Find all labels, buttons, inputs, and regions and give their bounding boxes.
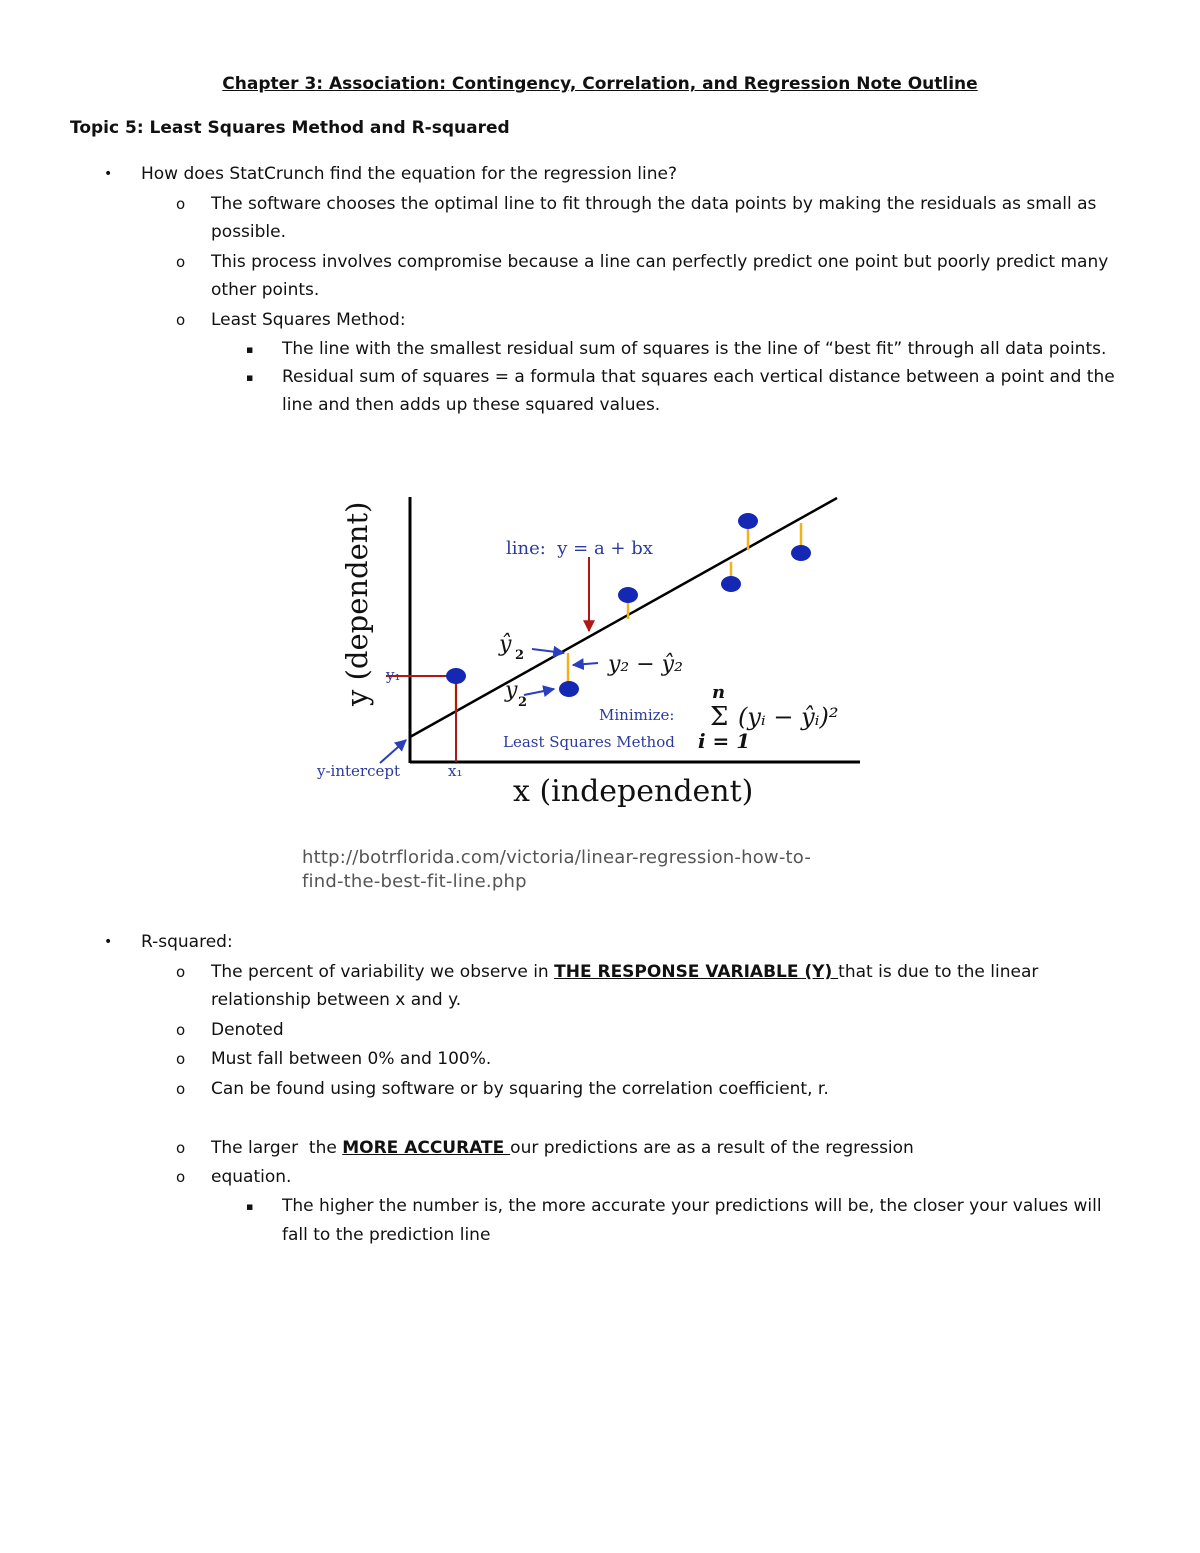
source-url[interactable]	[302, 846, 902, 894]
equation-text: equation.	[211, 1167, 292, 1187]
data-point	[559, 681, 579, 697]
bullet-square: ▪	[246, 371, 254, 384]
correlation-text: Can be found using software or by squaring the correlation coefficient, r.	[211, 1079, 829, 1099]
x1-label: x₁	[448, 762, 463, 780]
r-squared-heading: R-squared:	[141, 932, 233, 952]
bullet-square: ▪	[246, 343, 254, 356]
bullet-o: o	[176, 1139, 186, 1157]
data-point	[446, 668, 466, 684]
page-title: Chapter 3: Association: Contingency, Correlation, and Regression Note Outline	[222, 74, 978, 94]
rss-text: Residual sum of squares = a formula that squares each vertical distance between a point and the	[282, 367, 1115, 387]
data-point	[791, 545, 811, 561]
source-url-line2: find-the-best-fit-line.php	[302, 871, 527, 892]
accuracy-pre: The larger the	[211, 1138, 343, 1158]
y-axis-label: y (dependent)	[340, 501, 374, 706]
bullet-dot: •	[104, 934, 113, 950]
data-point	[738, 513, 758, 529]
sum-lower-limit: i = 1	[698, 729, 751, 753]
optimal-line-text: The software chooses the optimal line to fit through the data points by making the residuals as small as	[211, 194, 1097, 214]
bullet-o: o	[176, 195, 186, 213]
y2-arrow	[524, 689, 554, 695]
residual-label: y₂ − ŷ₂	[608, 652, 683, 677]
y1-label: y₁	[386, 666, 401, 684]
compromise-text: This process involves compromise because a line can perfectly predict one point but poorly predict many	[211, 252, 1109, 272]
bullet-dot: •	[104, 166, 113, 182]
line-equation-label: line: y = a + bx	[506, 538, 653, 559]
variability-pre: The percent of variability we observe in	[211, 962, 555, 982]
y2-sub: 2	[518, 695, 528, 710]
y-intercept-label: y-intercept	[317, 762, 400, 780]
variability-text-cont: relationship between x and y.	[211, 990, 462, 1010]
question-statcrunch: How does StatCrunch find the equation for the regression line?	[141, 164, 678, 184]
compromise-text-cont: other points.	[211, 280, 320, 300]
bullet-o: o	[176, 1168, 186, 1186]
yhat-arrow	[532, 649, 564, 653]
variability-text	[211, 958, 1131, 986]
sigma-symbol: Σ	[710, 702, 729, 732]
bullet-o: o	[176, 253, 186, 271]
range-text: Must fall between 0% and 100%.	[211, 1049, 492, 1069]
variability-post: that is due to the linear	[838, 962, 1039, 982]
bullet-o: o	[176, 963, 186, 981]
source-url-line1: http://botrflorida.com/victoria/linear-regression-how-to-	[302, 847, 812, 868]
best-fit-text: The line with the smallest residual sum of squares is the line of “best fit” through all data points.	[282, 339, 1107, 359]
data-point	[721, 576, 741, 592]
intercept-arrow	[380, 740, 406, 763]
accuracy-post: our predictions are as a result of the regression	[510, 1138, 914, 1158]
bullet-o: o	[176, 311, 186, 329]
minimize-label: Minimize:	[599, 706, 675, 724]
response-variable-emph: THE RESPONSE VARIABLE (Y)	[554, 962, 839, 982]
topic-heading: Topic 5: Least Squares Method and R-squared	[70, 118, 510, 138]
yhat2-sub: 2	[515, 648, 525, 663]
data-point	[618, 587, 638, 603]
bullet-o: o	[176, 1080, 186, 1098]
optimal-line-text-cont: possible.	[211, 222, 287, 242]
x-axis-label: x (independent)	[513, 774, 754, 809]
regression-line	[410, 498, 837, 737]
least-squares-heading: Least Squares Method:	[211, 310, 406, 330]
sum-upper-limit: n	[712, 682, 726, 703]
more-accurate-emph: MORE ACCURATE	[342, 1138, 511, 1158]
bullet-o: o	[176, 1050, 186, 1068]
sum-expression: (yᵢ − ŷᵢ)²	[738, 703, 839, 731]
denoted-text: Denoted	[211, 1020, 284, 1040]
method-label: Least Squares Method	[503, 733, 675, 751]
bullet-o: o	[176, 1021, 186, 1039]
residual-arrow	[573, 663, 598, 665]
higher-number-text: The higher the number is, the more accurate your predictions will be, the closer your values will	[282, 1196, 1102, 1216]
y2-label: y	[505, 678, 518, 703]
accuracy-text	[211, 1134, 1131, 1162]
yhat2-label: ŷ	[499, 632, 512, 657]
higher-number-text-cont: fall to the prediction line	[282, 1225, 491, 1245]
bullet-square: ▪	[246, 1200, 254, 1213]
rss-text-cont: line and then adds up these squared values.	[282, 395, 661, 415]
least-squares-figure	[300, 485, 880, 825]
